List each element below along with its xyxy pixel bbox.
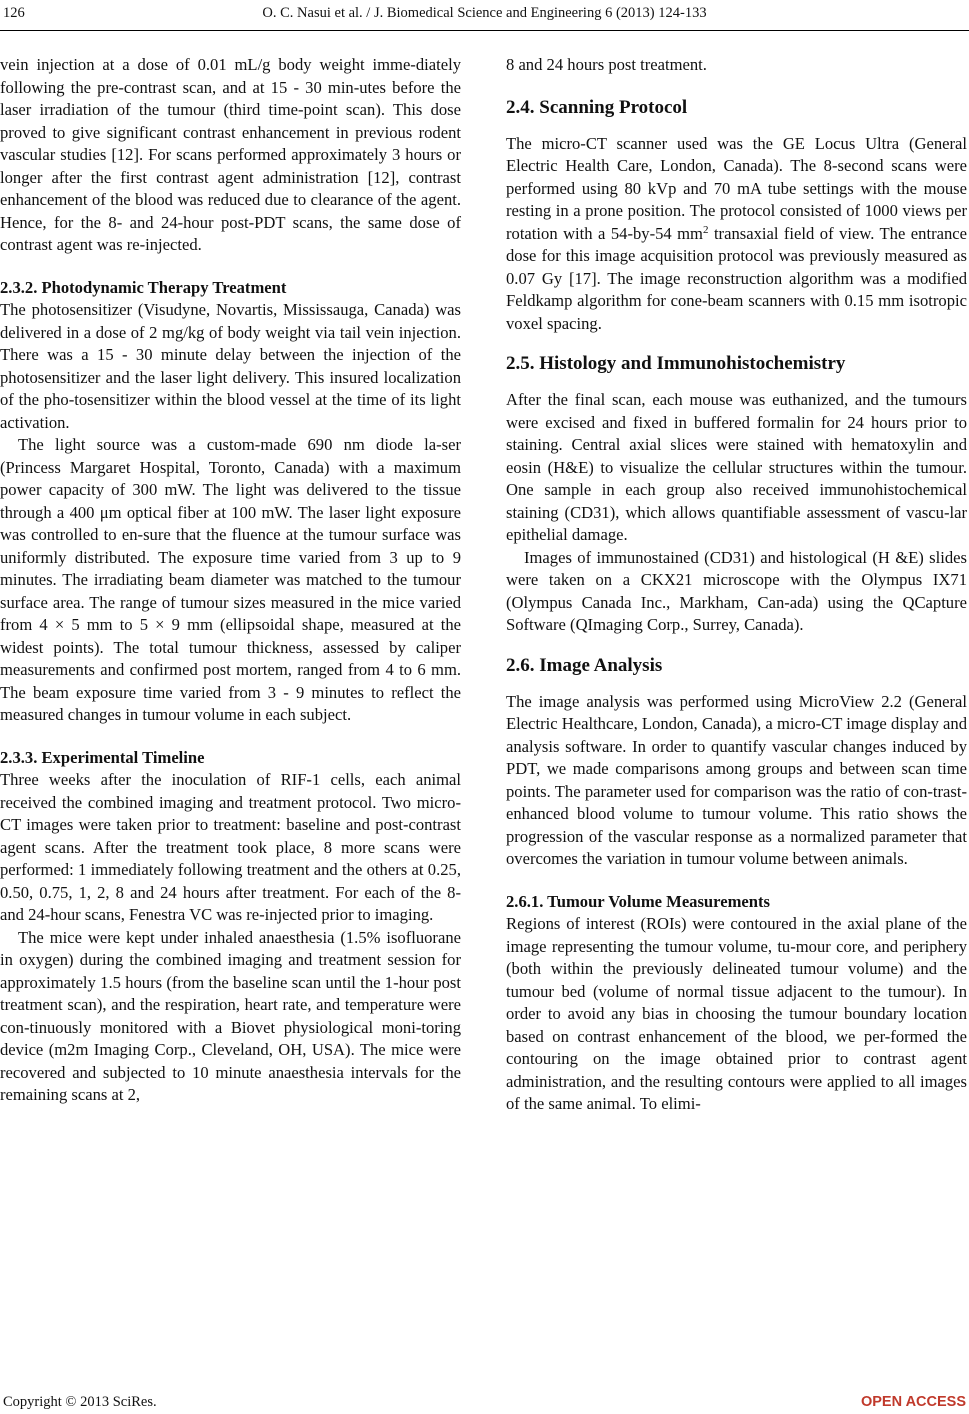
paragraph: Three weeks after the inoculation of RIF-1 cells, each animal received the combined imaging and treatment protocol. Two micro-CT images were taken prior to treatment: baseline and post-contrast agent scans. After the treatment took place, 8 more scans were performed: 1 immediately following treatment and the others at 0.25, 0.50, 0.75, 1, 2, 8 and 24 hours after treatment. For each of the 8- and 24-hour scans, Fenestra VC was re-injected prior to imaging. xyxy=(0,770,461,924)
paragraph: The mice were kept under inhaled anaesthesia (1.5% isofluorane in oxygen) during the combined imaging and treatment session for approximately 1.5 hours (from the baseline scan until the 1-hour post treatment scan), and the respiration, heart rate, and temperature were con-tinuously monitored with a Biovet physiological moni-toring device (m2m Imaging Corp., Cleveland, OH, USA). The mice were recovered and subjected to 10 minute anaesthesia intervals for the remaining scans at 2, xyxy=(0,927,461,1104)
superscript: 2 xyxy=(702,223,709,236)
section-heading: 2.3.2. Photodynamic Therapy Treatment xyxy=(0,277,287,297)
section-heading: 2.3.3. Experimental Timeline xyxy=(0,747,205,767)
open-access-label: OPEN ACCESS xyxy=(860,1394,966,1410)
paragraph: The light source was a custom-made 690 nm diode la-ser (Princess Margaret Hospital, Toronto, Canada) with a maximum power capacity of 300 mW. The light was delivered to the tissue through a 400 μm optical fiber at 100 mW. The laser light exposure was controlled to en-sure that the fluence at the tumour surface was uniformly distributed. The exposure time varied from 3 up to 9 minutes. The irradiating beam diameter was matched to the tumour surface area. The range of tumour sizes measured in the mice varied from 4 × 5 mm to 5 × 9 mm (ellipsoidal shape, measured at the widest points). The total tumour thickness, assessed by caliper measurements and confirmed post mortem, ranged from 4 to 6 mm. The beam exposure time varied from 3 - 9 minutes to reflect the measured changes in tumour volume in each subject. xyxy=(0,435,461,724)
paragraph-text: The micro-CT scanner used was the GE Locus Ultra (General Electric Health Care, London, Canada). The 8-second scans were performed using 80 kVp and 70 mA tube settings with the mouse resting in a prone position. The protocol consisted of 1000 views per rotation with a 54-by-54 mm xyxy=(506,133,967,243)
paragraph: The image analysis was performed using MicroView 2.2 (General Electric Healthcare, London, Canada), a micro-CT image display and analysis software. In order to quantify vascular changes induced by PDT, we made comparisons among groups and between scan time points. The parameter used for comparison was the ratio of con-trast-enhanced blood volume to tumour volume. This ratio shows the progression of the vascular response as a normalized parameter that overcomes the variation in tumour volume between animals. xyxy=(506,691,967,868)
paragraph: Images of immunostained (CD31) and histological (H &E) slides were taken on a CKX21 microscope with the Olympus IX71 (Olympus Canada Inc., Markham, Can-ada) using the QCapture Software (QImaging Corp., Surrey, Canada). xyxy=(506,547,967,634)
paragraph: vein injection at a dose of 0.01 mL/g body weight imme-diately following the pre-contrast scan, and at 15 - 30 min-utes before the laser irradiation of the tumour (third time-point scan). This dose proved to give significant contrast enhancement in previous rodent vascular studies [12]. For scans performed approximately 3 hours or longer after the first contrast agent administration [12], contrast enhancement of the blood was reduced due to clearance of the agent. Hence, for the 8- and 24-hour post-PDT scans, the same dose of contrast agent was re-injected. xyxy=(0,55,461,254)
section-heading: 2.4. Scanning Protocol xyxy=(506,96,688,118)
section-heading: 2.6.1. Tumour Volume Measurements xyxy=(506,891,770,911)
left-column xyxy=(0,54,461,1107)
header-rule xyxy=(0,30,969,31)
page-number: 126 xyxy=(3,5,25,21)
paragraph: The photosensitizer (Visudyne, Novartis, Mississauga, Canada) was delivered in a dose of 2 mg/kg of body weight via tail vein injection. There was a 15 - 30 minute delay between the injection of the photosensitizer and the laser light delivery. This insured localization of the pho-tosensitizer within the blood vessel at the time of its light activation. xyxy=(0,300,461,432)
paragraph: 8 and 24 hours post treatment. xyxy=(506,55,707,74)
running-head: O. C. Nasui et al. / J. Biomedical Science and Engineering 6 (2013) 124-133 xyxy=(262,5,707,21)
paragraph xyxy=(506,133,967,336)
right-column xyxy=(506,54,967,1116)
paragraph: After the final scan, each mouse was euthanized, and the tumours were excised and fixed in buffered formalin for 24 hours prior to staining. Central axial slices were stained with hematoxylin and eosin (H&E) to visualize the cellular structures within the tumour. One sample in each group also received immunohistochemical staining (CD31), which allows quantifiable assessment of vascu-lar epithelial damage. xyxy=(506,390,967,544)
section-heading: 2.5. Histology and Immunohistochemistry xyxy=(506,353,846,374)
paragraph-text: transaxial field of view. The entrance dose for this image acquisition protocol was previously measured as 0.07 Gy [17]. The image reconstruction algorithm was a modified Feldkamp algorithm for cone-beam scanners with 0.15 mm isotropic voxel spacing. xyxy=(506,223,967,333)
section-heading: 2.6. Image Analysis xyxy=(506,654,663,676)
copyright: Copyright © 2013 SciRes. xyxy=(3,1394,157,1410)
paragraph: Regions of interest (ROIs) were contoured in the axial plane of the image representing the tumour volume, tu-mour core, and periphery (both within the previously delineated tumour volume) and the tumour bed (volume of normal tissue adjacent to the tumour). In order to avoid any bias in choosing the tumour boundary location based on contrast enhancement of the blood, we per-formed the contouring on the image obtained prior to contrast agent administration, and the resulting contours were applied to all images of the same animal. To elimi- xyxy=(506,914,967,1113)
